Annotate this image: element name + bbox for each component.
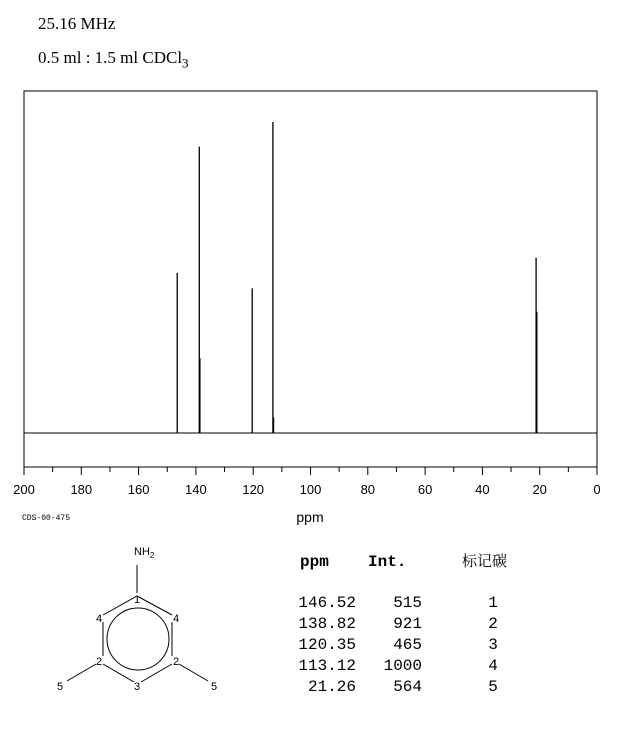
peaks-group — [177, 122, 537, 433]
solvent-text: 0.5 ml : 1.5 ml CDCl — [38, 48, 183, 67]
bond-c2a-c3 — [103, 664, 134, 682]
table-cell-r2-c2: 3 — [488, 636, 498, 654]
plot-frame — [24, 91, 597, 467]
atom-label-5-right: 5 — [211, 681, 218, 693]
table-cell-r2-c0: 120.35 — [298, 636, 356, 654]
x-tick-label-20: 20 — [532, 482, 547, 497]
aromatic-ring — [107, 608, 169, 670]
table-cell-r0-c1: 515 — [393, 594, 422, 612]
bond-c2b-c3 — [141, 664, 172, 682]
atom-label-5-left: 5 — [57, 681, 64, 693]
x-axis-label: ppm — [296, 509, 324, 525]
x-tick-label-0: 0 — [593, 482, 601, 497]
table-cell-r1-c0: 138.82 — [298, 615, 356, 633]
table-cell-r4-c2: 5 — [488, 678, 498, 696]
x-tick-label-80: 80 — [360, 482, 376, 497]
table-cell-r1-c2: 2 — [488, 615, 498, 633]
solvent-subscript: 3 — [182, 55, 189, 71]
x-tick-label-100: 100 — [299, 482, 322, 497]
molecule-structure — [67, 565, 208, 682]
table-cell-r3-c2: 4 — [488, 657, 498, 675]
atom-label-3: 3 — [134, 681, 141, 693]
x-tick-label-160: 160 — [127, 482, 150, 497]
x-tick-label-140: 140 — [185, 482, 207, 497]
table-cell-r4-c0: 21.26 — [307, 678, 356, 696]
nh2-label: $NH_2$ — [134, 546, 155, 560]
table-header-ppm: ppm — [300, 553, 329, 571]
x-axis-ticks — [13, 467, 600, 497]
table-header-int: Int. — [368, 553, 407, 571]
table-header-carbon: 标记碳 — [462, 552, 508, 570]
x-tick-label-120: 120 — [242, 482, 265, 497]
peak-table — [298, 594, 497, 696]
table-cell-r4-c1: 564 — [393, 678, 422, 696]
table-cell-r0-c2: 1 — [488, 594, 498, 612]
bond-c1-c4b — [137, 596, 172, 615]
x-tick-label-40: 40 — [475, 482, 490, 497]
table-cell-r3-c0: 113.12 — [298, 657, 356, 675]
x-tick-label-200: 200 — [13, 482, 35, 497]
table-cell-r3-c1: 1000 — [383, 657, 422, 675]
atom-label-4-right: 4 — [173, 613, 180, 625]
atom-label-4-left: 4 — [96, 613, 103, 625]
x-tick-label-60: 60 — [417, 482, 433, 497]
atom-label-1: 1 — [134, 594, 141, 606]
bond-c1-c4a — [103, 596, 137, 615]
bond-c2a-methyl — [67, 664, 96, 681]
table-cell-r1-c1: 921 — [393, 615, 422, 633]
x-tick-label-180: 180 — [70, 482, 93, 497]
atom-label-2-right: 2 — [173, 656, 180, 668]
table-cell-r0-c0: 146.52 — [298, 594, 356, 612]
table-cell-r2-c1: 465 — [393, 636, 422, 654]
spectrum-id: CDS-00-475 — [22, 514, 71, 523]
bond-c2b-methyl — [179, 664, 208, 681]
frequency-label: 25.16 MHz — [38, 14, 116, 33]
atom-label-2-left: 2 — [96, 656, 103, 668]
